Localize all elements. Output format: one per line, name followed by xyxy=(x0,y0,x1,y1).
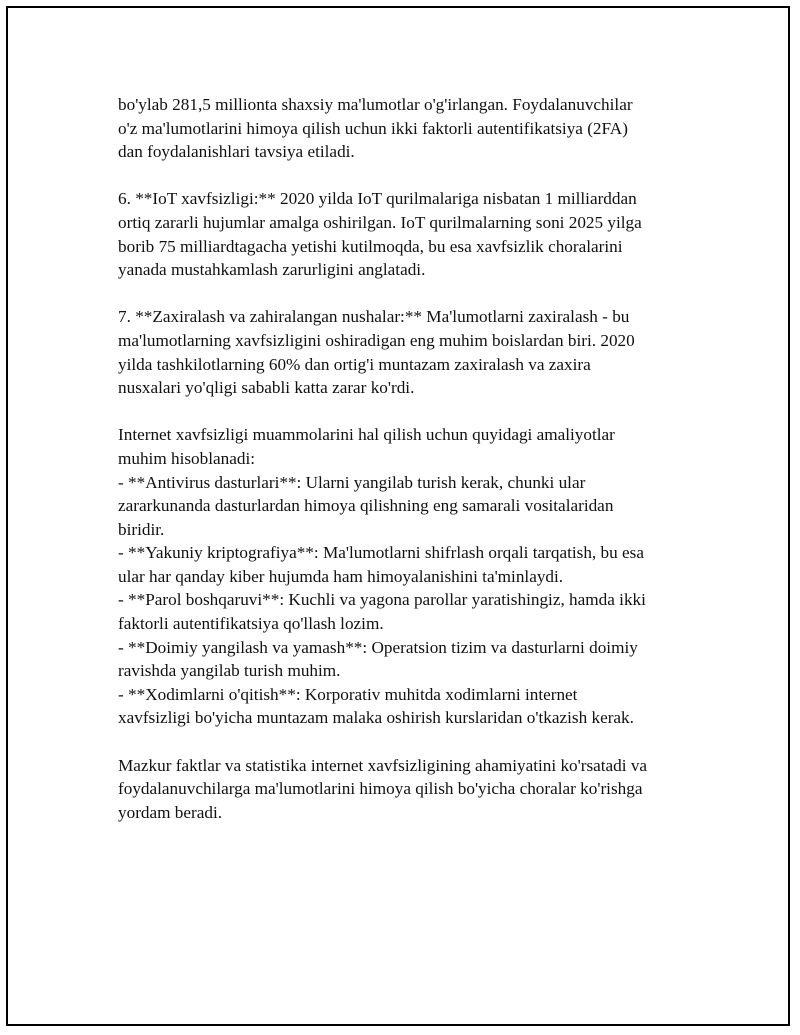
text-line: faktorli autentifikatsiya qo'llash lozim. xyxy=(118,614,384,634)
text-line: o'z ma'lumotlarini himoya qilish uchun ikki faktorli autentifikatsiya (2FA) xyxy=(118,118,628,138)
text-line: muhim hisoblanadi: xyxy=(118,448,256,468)
text-line: bo'ylab 281,5 millionta shaxsiy ma'lumotlar o'g'irlangan. Foydalanuvchilar xyxy=(118,95,633,114)
text-line: xavfsizligi bo'yicha muntazam malaka oshirish kurslaridan o'tkazish kerak. xyxy=(118,708,634,728)
paragraph-data-breach-intro xyxy=(118,93,708,164)
text-line: biridir. xyxy=(118,519,165,539)
text-line: yanada mustahkamlash zarurligini anglatadi. xyxy=(118,260,426,280)
text-line: Internet xavfsizligi muammolarini hal qilish uchun quyidagi amaliyotlar xyxy=(118,425,615,445)
text-line: dan foydalanishlari tavsiya etiladi. xyxy=(118,142,355,162)
text-line: nusxalari yo'qligi sababli katta zarar ko'rdi. xyxy=(118,378,415,398)
document-body xyxy=(118,93,708,848)
list-item-cryptography: - **Yakuniy kriptografiya**: Ma'lumotlarni shifrlash orqali tarqatish, bu esa xyxy=(118,543,644,563)
list-item-staff-training: - **Xodimlarni o'qitish**: Korporativ muhitda xodimlarni internet xyxy=(118,684,578,704)
text-line: Mazkur faktlar va statistika internet xavfsizligining ahamiyatini ko'rsatadi va xyxy=(118,755,648,775)
text-line: borib 75 milliardtagacha yetishi kutilmoqda, bu esa xavfsizlik choralarini xyxy=(118,236,623,256)
list-item-antivirus: - **Antivirus dasturlari**: Ularni yangilab turish kerak, chunki ular xyxy=(118,472,586,492)
list-item-updates-patching: - **Doimiy yangilash va yamash**: Operatsion tizim va dasturlarni doimiy xyxy=(118,637,638,657)
text-line: 7. **Zaxiralash va zahiralangan nushalar:** Ma'lumotlarni zaxiralash - bu xyxy=(118,307,630,327)
text-line: 6. **IoT xavfsizligi:** 2020 yilda IoT qurilmalariga nisbatan 1 milliarddan xyxy=(118,189,637,209)
text-line: ular har qanday kiber hujumda ham himoyalanishini ta'minlaydi. xyxy=(118,566,564,586)
paragraph-backup xyxy=(118,305,708,399)
text-line: foydalanuvchilarga ma'lumotlarini himoya qilish bo'yicha choralar ko'rishga xyxy=(118,779,643,799)
paragraph-conclusion xyxy=(118,754,708,825)
text-line: yordam beradi. xyxy=(118,802,223,822)
text-line: zararkunanda dasturlardan himoya qilishning eng samarali vositalaridan xyxy=(118,496,614,516)
text-line: ortiq zararli hujumlar amalga oshirilgan. IoT qurilmalarning soni 2025 yilga xyxy=(118,212,642,232)
text-line: ravishda yangilab turish muhim. xyxy=(118,661,341,681)
paragraph-iot-security xyxy=(118,187,708,281)
list-item-password-management: - **Parol boshqaruvi**: Kuchli va yagona parollar yaratishingiz, hamda ikki xyxy=(118,590,646,610)
text-line: yilda tashkilotlarning 60% dan ortig'i muntazam zaxiralash va zaxira xyxy=(118,354,591,374)
text-line: ma'lumotlarning xavfsizligini oshiradigan eng muhim boislardan biri. 2020 xyxy=(118,330,635,350)
paragraph-best-practices xyxy=(118,423,708,730)
